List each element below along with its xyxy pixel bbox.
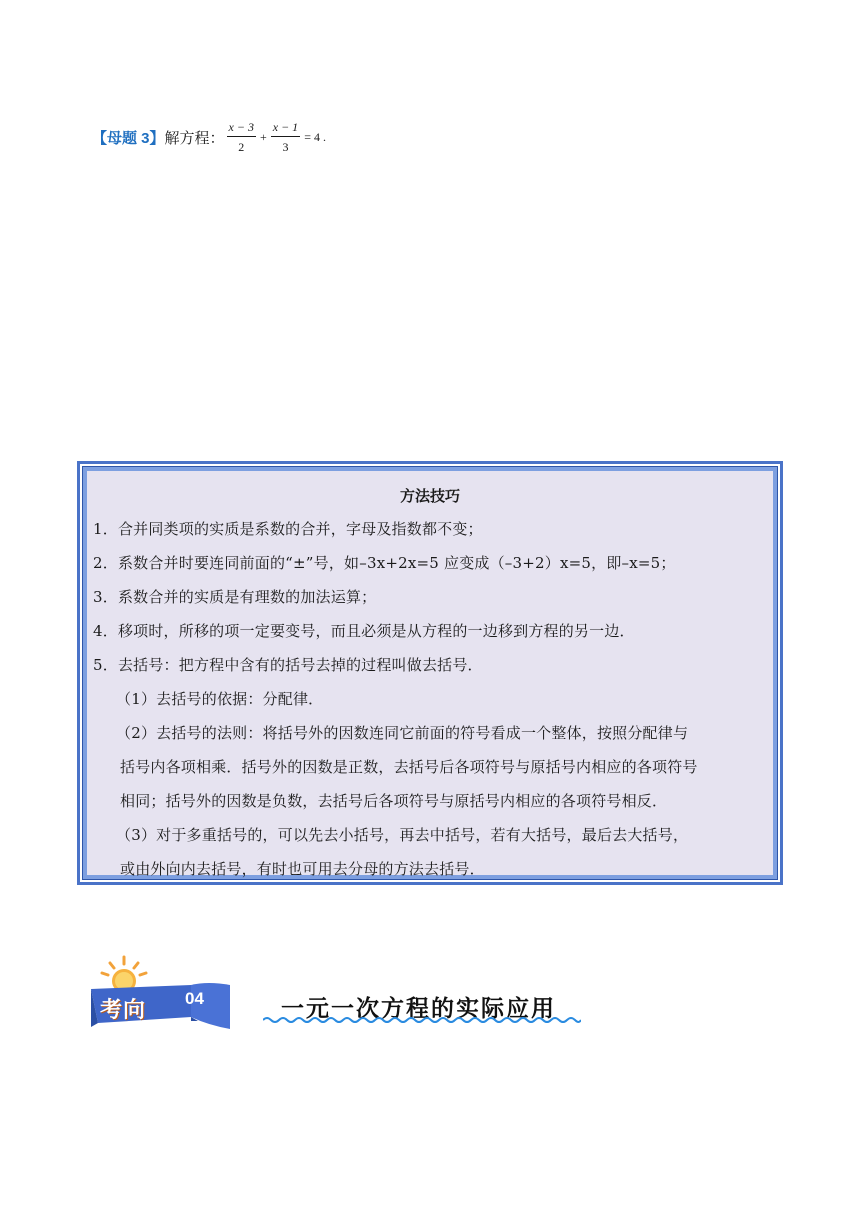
fraction-2-numerator: x − 1 [271, 121, 300, 137]
problem-statement [92, 112, 328, 162]
fraction-2-denominator: 3 [282, 140, 289, 154]
plus-sign: + [259, 129, 267, 144]
method-item-3: 3．系数合并的实质是有理数的加法运算； [93, 588, 377, 606]
method-tips-box [77, 461, 783, 885]
method-item-1: 1．合并同类项的实质是系数的合并，字母及指数都不变； [93, 520, 483, 538]
fraction-1-numerator: x − 3 [227, 121, 256, 137]
method-sub-1: （1）去括号的依据：分配律． [116, 690, 324, 708]
method-tips-inner [83, 467, 777, 879]
equation-rhs: = 4 . [304, 129, 326, 144]
problem-tag: 【母题 3】 [92, 129, 165, 147]
method-sub-3: 括号内各项相乘．括号外的因数是正数，去括号后各项符号与原括号内相应的各项符号 [120, 758, 698, 776]
fraction-1-denominator: 2 [238, 140, 245, 154]
banner-number: 04 [185, 989, 204, 1008]
method-title: 方法技巧 [399, 487, 460, 505]
title-underline [263, 1016, 581, 1024]
banner-word: 考向 [100, 998, 147, 1023]
method-item-2: 2．系数合并时要连同前面的“±”号，如–3x+2x=5 应变成（–3+2）x=5，即–x=5； [93, 554, 676, 572]
section-banner [88, 955, 233, 1040]
fraction-1 [227, 121, 256, 153]
method-item-4: 4．移项时，所移的项一定要变号，而且必须是从方程的一边移到方程的另一边． [93, 622, 635, 640]
method-item-5: 5．去括号：把方程中含有的括号去掉的过程叫做去括号． [93, 656, 483, 674]
method-sub-5: （3）对于多重括号的，可以先去小括号，再去中括号，若有大括号，最后去大括号， [116, 826, 689, 844]
method-sub-6: 或由外向内去括号，有时也可用去分母的方法去括号． [120, 860, 485, 878]
problem-prompt: 解方程： [164, 128, 225, 147]
section-title: 一元一次方程的实际应用 [281, 995, 556, 1022]
fraction-2 [271, 121, 300, 153]
method-sub-4: 相同；括号外的因数是负数，去括号后各项符号与原括号内相应的各项符号相反． [120, 792, 668, 810]
method-sub-2: （2）去括号的法则：将括号外的因数连同它前面的符号看成一个整体，按照分配律与 [116, 724, 689, 742]
